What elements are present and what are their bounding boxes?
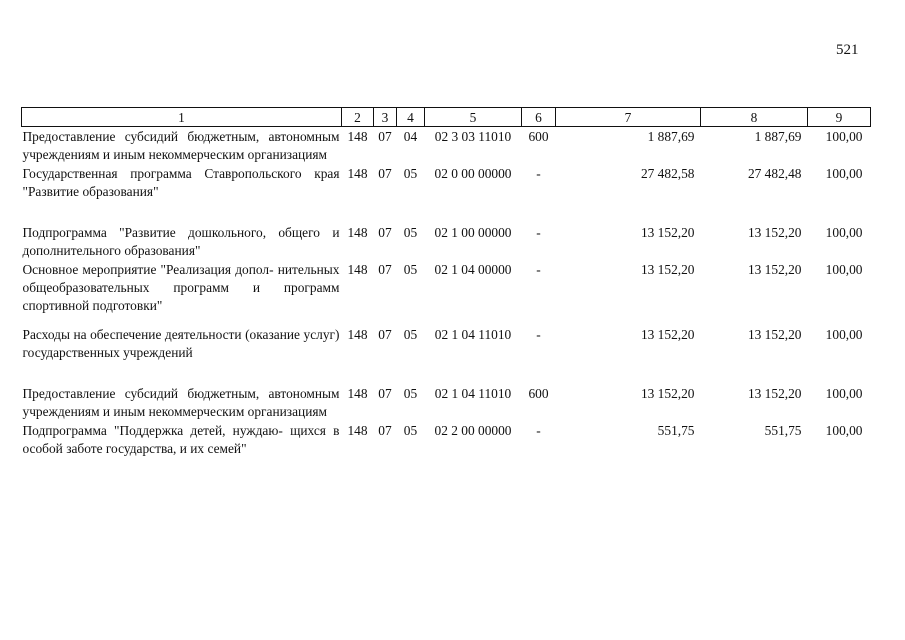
cell-planned-amount: 13 152,20 <box>640 225 695 240</box>
cell-planned-amount: 13 152,20 <box>640 386 695 401</box>
cell-execution-percent: 100,00 <box>825 423 863 438</box>
cell-ministry-code: 148 <box>347 423 368 438</box>
cell-section-code: 07 <box>378 262 392 277</box>
cell-expense-type: 600 <box>528 129 549 144</box>
table-row <box>22 325 871 362</box>
cell-planned-amount: 27 482,58 <box>640 166 695 181</box>
table-row <box>22 384 871 421</box>
column-header: 5 <box>425 108 522 127</box>
cell-expense-type: 600 <box>528 386 549 401</box>
spacer-cell <box>22 201 871 223</box>
cell-target-article: 02 1 04 11010 <box>434 327 512 342</box>
cell-execution-percent: 100,00 <box>825 262 863 277</box>
cell-item-name <box>22 260 342 315</box>
cell-execution-percent: 100,00 <box>825 166 863 181</box>
table-row <box>22 223 871 260</box>
cell-section-code: 07 <box>378 129 392 144</box>
column-header: 4 <box>397 108 425 127</box>
cell-expense-type: - <box>536 225 541 240</box>
cell-executed-amount: 13 152,20 <box>747 386 802 401</box>
spacer-cell <box>22 315 871 325</box>
cell-executed-amount: 13 152,20 <box>747 225 802 240</box>
budget-table <box>21 107 871 458</box>
cell-ministry-code: 148 <box>347 262 368 277</box>
item-name-text: автономным учреждениям и иным <box>22 386 340 419</box>
column-header: 7 <box>556 108 701 127</box>
cell-executed-amount: 1 887,69 <box>754 129 802 144</box>
item-name-text: Подпрограмма "Поддержка детей, нуждаю- <box>22 423 283 438</box>
cell-item-name <box>22 384 342 421</box>
cell-item-name <box>22 164 342 201</box>
spacer-cell <box>22 362 871 384</box>
cell-execution-percent: 100,00 <box>825 225 863 240</box>
item-name-text: некоммерческим организациям <box>148 147 328 162</box>
cell-execution-percent: 100,00 <box>825 129 863 144</box>
column-header: 3 <box>374 108 397 127</box>
cell-subsection-code: 05 <box>403 225 418 240</box>
cell-item-name <box>22 127 342 165</box>
cell-target-article: 02 0 00 00000 <box>434 166 512 181</box>
cell-ministry-code: 148 <box>347 386 368 401</box>
item-name-text: Подпрограмма "Развитие дошкольного, общего <box>22 225 320 240</box>
cell-subsection-code: 05 <box>403 166 418 181</box>
item-name-text: программ спортивной подготовки" <box>22 280 340 313</box>
cell-target-article: 02 3 03 11010 <box>434 129 512 144</box>
cell-target-article: 02 2 00 00000 <box>434 423 512 438</box>
item-name-text: щихся в особой заботе государства, и их семей" <box>22 423 340 456</box>
column-header: 8 <box>701 108 808 127</box>
cell-executed-amount: 13 152,20 <box>747 327 802 342</box>
cell-subsection-code: 04 <box>403 129 418 144</box>
cell-planned-amount: 551,75 <box>657 423 695 438</box>
cell-planned-amount: 13 152,20 <box>640 327 695 342</box>
cell-planned-amount: 1 887,69 <box>647 129 695 144</box>
cell-target-article: 02 1 04 00000 <box>434 262 512 277</box>
cell-execution-percent: 100,00 <box>825 327 863 342</box>
item-name-text: и дополнительного образования" <box>22 225 340 258</box>
cell-execution-percent: 100,00 <box>825 386 863 401</box>
table-row <box>22 127 871 165</box>
cell-item-name <box>22 421 342 458</box>
item-name-text: Государственная программа Ставропольского <box>22 166 302 181</box>
cell-executed-amount: 551,75 <box>764 423 802 438</box>
item-name-text: Основное мероприятие "Реализация допол- <box>22 262 274 277</box>
row-spacer <box>22 201 871 223</box>
cell-section-code: 07 <box>378 225 392 240</box>
cell-item-name <box>22 223 342 260</box>
cell-ministry-code: 148 <box>347 225 368 240</box>
cell-ministry-code: 148 <box>347 166 368 181</box>
cell-executed-amount: 27 482,48 <box>747 166 802 181</box>
cell-ministry-code: 148 <box>347 327 368 342</box>
column-header: 2 <box>342 108 374 127</box>
cell-section-code: 07 <box>378 166 392 181</box>
cell-ministry-code: 148 <box>347 129 368 144</box>
cell-target-article: 02 1 04 11010 <box>434 386 512 401</box>
item-name-text: Предоставление субсидий бюджетным, <box>22 129 260 144</box>
cell-executed-amount: 13 152,20 <box>747 262 802 277</box>
page-number: 521 <box>836 42 859 58</box>
cell-section-code: 07 <box>378 386 392 401</box>
cell-expense-type: - <box>536 166 541 181</box>
cell-subsection-code: 05 <box>403 386 418 401</box>
table-row <box>22 421 871 458</box>
row-spacer <box>22 315 871 325</box>
cell-expense-type: - <box>536 423 541 438</box>
item-name-text: Предоставление субсидий бюджетным, <box>22 386 260 401</box>
item-name-text: Расходы на обеспечение деятельности <box>22 327 242 342</box>
table-row <box>22 164 871 201</box>
item-name-text: автономным учреждениям и иным <box>22 129 340 162</box>
cell-subsection-code: 05 <box>403 327 418 342</box>
cell-expense-type: - <box>536 327 541 342</box>
cell-section-code: 07 <box>378 423 392 438</box>
header-row <box>22 108 871 127</box>
cell-section-code: 07 <box>378 327 392 342</box>
cell-planned-amount: 13 152,20 <box>640 262 695 277</box>
column-header: 1 <box>22 108 342 127</box>
cell-expense-type: - <box>536 262 541 277</box>
column-header: 9 <box>808 108 871 127</box>
cell-subsection-code: 05 <box>403 423 418 438</box>
cell-item-name <box>22 325 342 362</box>
row-spacer <box>22 362 871 384</box>
item-name-text: края "Развитие образования" <box>22 166 340 199</box>
item-name-text: некоммерческим организациям <box>148 404 328 419</box>
table-body <box>22 127 871 459</box>
cell-target-article: 02 1 00 00000 <box>434 225 512 240</box>
column-header: 6 <box>522 108 556 127</box>
item-name-text: (оказание услуг) государственных учреждений <box>22 327 340 360</box>
table-row <box>22 260 871 315</box>
item-name-text: нительных общеобразовательных программ и <box>22 262 340 295</box>
cell-subsection-code: 05 <box>403 262 418 277</box>
